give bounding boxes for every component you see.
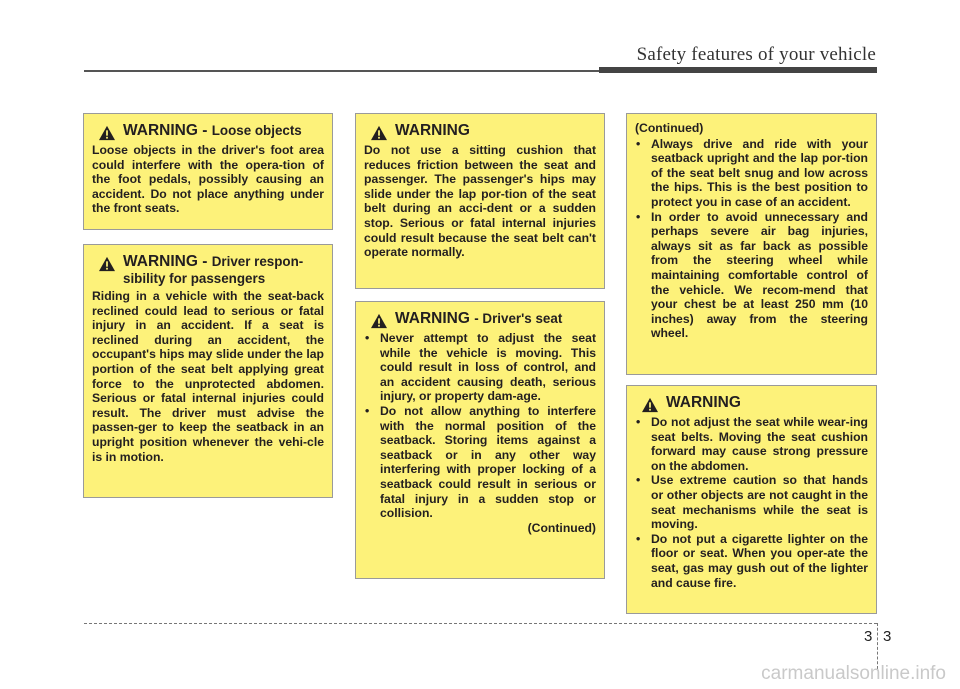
page-number: 3 [883,628,892,645]
warning-body: Do not use a sitting cushion that reduces friction between the seat and passenger. The passenger's hips may slide under the lap por-tion of the seat belt during an acci-dent or a sudden stop. Serious or fatal internal injuries could result because the seat belt can't operate normally. [364,143,596,260]
warning-title [92,253,324,287]
warning-subtitle: Driver respon-sibility for passengers [123,254,304,286]
warning-title [364,310,596,329]
list-item: • Always drive and ride with your seatback upright and the lap por-tion of the seat belt snug and low across the hips. This is the best position to protect you in case of an accident. [635,137,868,210]
warning-list [635,415,868,590]
warning-subtitle: Loose objects [211,123,302,138]
warning-label: WARNING [395,122,470,139]
warning-box-drivers-seat [355,301,605,579]
warning-box-continued [626,113,877,375]
list-item: • Do not put a cigarette lighter on the floor or seat. When you oper-ate the seat, gas may gush out of the lighter and cause fire. [635,532,868,590]
warning-body: Loose objects in the driver's foot area could interfere with the opera-tion of the foot pedals, possibly causing an accident. Do not place anything under the front seats. [92,143,324,216]
header-rule [84,70,599,72]
warning-list [635,137,868,341]
warning-title [635,394,868,413]
warning-dash: - [202,122,208,139]
warning-box-driver-responsibility [83,244,333,498]
list-item: • In order to avoid unnecessary and perhaps severe air bag injuries, always sit as far back as possible from the steering wheel while maintaining comfortable control of the vehicle. We recom-mend that your chest be at least 250 mm (10 inches) away from the steering wheel. [635,210,868,341]
warning-triangle-icon [98,256,116,272]
continued-label: (Continued) [527,520,596,535]
list-item: • Never attempt to adjust the seat while the vehicle is moving. This could result in loss of control, and an accident causing death, serious injury, or property dam-age. [364,331,596,404]
list-item: • Do not allow anything to interfere with the normal position of the seatback. Storing items against a seatback or in any other way interfering with proper locking of a seatback could result in serious or fatal injury in a sudden stop or collision. [364,404,596,521]
warning-triangle-icon [98,125,116,141]
warning-title [92,122,324,141]
warning-triangle-icon [641,397,659,413]
warning-title [364,122,596,141]
warning-box-seat-adjustment [626,385,877,614]
list-item: • Use extreme caution so that hands or other objects are not caught in the seat mechanisms while the seat is moving. [635,473,868,531]
page-header-title: Safety features of your vehicle [636,44,876,65]
warning-body: Riding in a vehicle with the seat-back reclined could lead to serious or fatal injury in an accident. If a seat is reclined during an accident, the occupant's hips may slide under the lap portion of the seat belt applying great force to the unprotected abdomen. Serious or fatal internal injuries could result. The driver must advise the passen-ger to keep the seatback in an upright position whenever the vehi-cle is in motion. [92,289,324,464]
warning-triangle-icon [370,125,388,141]
warning-box-loose-objects [83,113,333,230]
warning-triangle-icon [370,313,388,329]
footer-rule [84,623,877,624]
warning-label: WARNING [666,394,741,411]
chapter-number: 3 [864,628,873,645]
warning-list [364,331,596,521]
warning-label: WARNING [123,253,198,270]
list-item: • Do not adjust the seat while wear-ing seat belts. Moving the seat cushion forward may cause strong pressure on the abdomen. [635,415,868,473]
continued-label: (Continued) [635,121,704,135]
watermark: carmanualsonline.info [761,663,946,684]
warning-subtitle: - Driver's seat [474,311,563,326]
warning-label: WARNING [123,122,198,139]
header-bar [599,67,877,73]
warning-dash: - [202,253,208,270]
warning-box-sitting-cushion [355,113,605,289]
warning-label: WARNING [395,310,470,327]
